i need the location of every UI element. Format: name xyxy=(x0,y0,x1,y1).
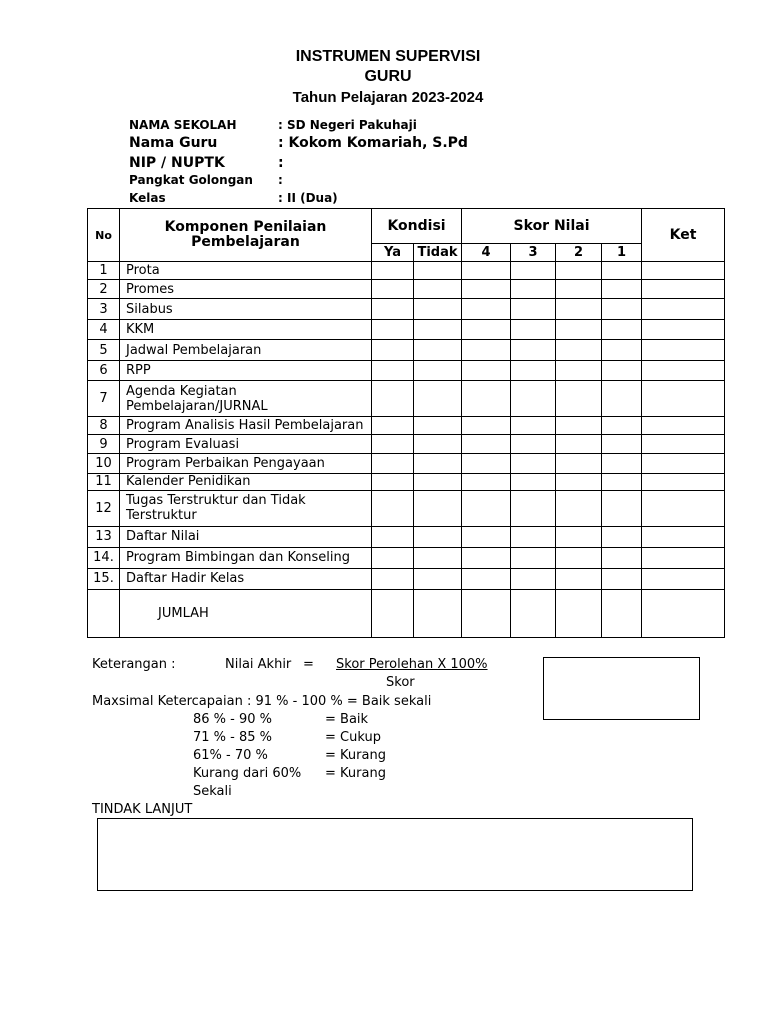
keterangan-label: Keterangan : xyxy=(92,657,176,672)
cell-score-3[interactable] xyxy=(511,547,556,568)
cell-score-2[interactable] xyxy=(556,454,602,473)
cell-ya[interactable] xyxy=(372,454,414,473)
info-label-teacher: Nama Guru xyxy=(129,135,218,151)
cell-score-2[interactable] xyxy=(556,435,602,454)
cell-ket[interactable] xyxy=(642,526,725,547)
cell-ya[interactable] xyxy=(372,361,414,381)
cell-ket[interactable] xyxy=(642,547,725,568)
cell-ket[interactable] xyxy=(642,280,725,299)
table-row xyxy=(88,280,725,299)
cell-ket[interactable] xyxy=(642,490,725,526)
row-component-name: Daftar Hadir Kelas xyxy=(120,568,372,589)
cell-ya[interactable] xyxy=(372,547,414,568)
col-header-tidak: Tidak xyxy=(414,244,462,262)
cell-ket[interactable] xyxy=(642,361,725,381)
scale-range: 71 % - 85 % xyxy=(193,730,273,745)
table-row xyxy=(88,320,725,340)
row-component-name: Program Evaluasi xyxy=(120,435,372,454)
row-component-name: Program Bimbingan dan Konseling xyxy=(120,547,372,568)
cell-score-4[interactable] xyxy=(462,262,511,280)
cell-ya[interactable] xyxy=(372,490,414,526)
table-row xyxy=(88,568,725,589)
scale-grade: = Kurang xyxy=(325,766,386,781)
info-label-rank: Pangkat Golongan xyxy=(129,173,253,187)
row-number: 9 xyxy=(88,435,120,454)
total-label: JUMLAH xyxy=(120,589,372,637)
formula-numerator: Skor Perolehan X 100% xyxy=(336,657,488,672)
col-header-score-1: 1 xyxy=(602,244,642,262)
cell-score-4[interactable] xyxy=(462,490,511,526)
cell-tidak[interactable] xyxy=(414,490,462,526)
cell-score-1[interactable] xyxy=(602,417,642,435)
total-cell[interactable] xyxy=(602,589,642,637)
scale-grade: = Kurang xyxy=(325,748,386,763)
cell-ket[interactable] xyxy=(642,262,725,280)
cell-ya[interactable] xyxy=(372,340,414,361)
cell-tidak[interactable] xyxy=(414,435,462,454)
tindak-lanjut-box[interactable] xyxy=(97,818,693,891)
row-number: 15. xyxy=(88,568,120,589)
row-number: 11 xyxy=(88,473,120,490)
cell-score-2[interactable] xyxy=(556,417,602,435)
cell-score-3[interactable] xyxy=(511,381,556,417)
scale-range: 86 % - 90 % xyxy=(193,712,273,727)
cell-ket[interactable] xyxy=(642,299,725,320)
row-number: 14. xyxy=(88,547,120,568)
row-number: 3 xyxy=(88,299,120,320)
row-component-name: Prota xyxy=(120,262,372,280)
cell-tidak[interactable] xyxy=(414,526,462,547)
cell-score-4[interactable] xyxy=(462,340,511,361)
cell-score-1[interactable] xyxy=(602,473,642,490)
cell-score-2[interactable] xyxy=(556,280,602,299)
info-value-school: : SD Negeri Pakuhaji xyxy=(278,118,417,132)
cell-score-3[interactable] xyxy=(511,526,556,547)
cell-score-4[interactable] xyxy=(462,568,511,589)
info-value-rank: : xyxy=(278,173,283,187)
doc-subtitle: Tahun Pelajaran 2023-2024 xyxy=(292,89,484,106)
cell-score-3[interactable] xyxy=(511,454,556,473)
cell-score-2[interactable] xyxy=(556,299,602,320)
cell-ya[interactable] xyxy=(372,299,414,320)
cell-score-3[interactable] xyxy=(511,262,556,280)
cell-score-2[interactable] xyxy=(556,262,602,280)
col-header-score-4: 4 xyxy=(462,244,511,262)
col-header-score-3: 3 xyxy=(511,244,556,262)
cell-score-3[interactable] xyxy=(511,361,556,381)
col-header-komponen-line2: Pembelajaran xyxy=(191,234,300,251)
col-header-skor: Skor Nilai xyxy=(462,209,642,244)
doc-title-line1: INSTRUMEN SUPERVISI xyxy=(295,48,481,65)
col-header-ya: Ya xyxy=(372,244,414,262)
cell-tidak[interactable] xyxy=(414,454,462,473)
cell-tidak[interactable] xyxy=(414,299,462,320)
row-number: 7 xyxy=(88,381,120,417)
assessment-table xyxy=(87,208,725,638)
cell-ket[interactable] xyxy=(642,435,725,454)
total-cell[interactable] xyxy=(372,589,414,637)
col-header-ket: Ket xyxy=(642,209,725,262)
cell-score-1[interactable] xyxy=(602,299,642,320)
cell-score-2[interactable] xyxy=(556,547,602,568)
cell-score-2[interactable] xyxy=(556,526,602,547)
scale-grade: = Cukup xyxy=(325,730,381,745)
row-component-name: RPP xyxy=(120,361,372,381)
cell-score-1[interactable] xyxy=(602,454,642,473)
cell-ya[interactable] xyxy=(372,262,414,280)
col-header-score-2: 2 xyxy=(556,244,602,262)
cell-score-2[interactable] xyxy=(556,361,602,381)
cell-score-2[interactable] xyxy=(556,340,602,361)
nilai-akhir-label: Nilai Akhir xyxy=(225,657,292,672)
cell-score-1[interactable] xyxy=(602,340,642,361)
cell-ya[interactable] xyxy=(372,280,414,299)
total-cell[interactable] xyxy=(511,589,556,637)
cell-score-2[interactable] xyxy=(556,320,602,340)
row-component-name: Promes xyxy=(120,280,372,299)
cell-ket[interactable] xyxy=(642,320,725,340)
cell-score-3[interactable] xyxy=(511,320,556,340)
cell-score-4[interactable] xyxy=(462,320,511,340)
info-value-nip: : xyxy=(278,155,284,171)
cell-tidak[interactable] xyxy=(414,280,462,299)
cell-tidak[interactable] xyxy=(414,381,462,417)
cell-score-1[interactable] xyxy=(602,361,642,381)
row-component-name: Silabus xyxy=(120,299,372,320)
table-row xyxy=(88,417,725,435)
row-number: 12 xyxy=(88,490,120,526)
cell-score-3[interactable] xyxy=(511,299,556,320)
cell-score-3[interactable] xyxy=(511,473,556,490)
cell-ya[interactable] xyxy=(372,417,414,435)
table-row xyxy=(88,340,725,361)
table-row xyxy=(88,547,725,568)
max-achievement-line: Maxsimal Ketercapaian : 91 % - 100 % = Baik sekali xyxy=(92,694,432,709)
table-row xyxy=(88,526,725,547)
cell-score-3[interactable] xyxy=(511,435,556,454)
cell-score-1[interactable] xyxy=(602,547,642,568)
cell-tidak[interactable] xyxy=(414,262,462,280)
total-no-cell xyxy=(88,589,120,637)
cell-score-4[interactable] xyxy=(462,280,511,299)
row-number: 8 xyxy=(88,417,120,435)
cell-tidak[interactable] xyxy=(414,320,462,340)
cell-tidak[interactable] xyxy=(414,473,462,490)
row-number: 5 xyxy=(88,340,120,361)
table-row xyxy=(88,435,725,454)
cell-score-1[interactable] xyxy=(602,320,642,340)
cell-ket[interactable] xyxy=(642,568,725,589)
cell-score-4[interactable] xyxy=(462,361,511,381)
table-row xyxy=(88,473,725,490)
cell-tidak[interactable] xyxy=(414,340,462,361)
cell-tidak[interactable] xyxy=(414,547,462,568)
row-component-name: Daftar Nilai xyxy=(120,526,372,547)
row-component-name: KKM xyxy=(120,320,372,340)
table-row xyxy=(88,361,725,381)
cell-score-4[interactable] xyxy=(462,435,511,454)
scale-range: 61% - 70 % xyxy=(193,748,268,763)
cell-score-4[interactable] xyxy=(462,454,511,473)
cell-tidak[interactable] xyxy=(414,361,462,381)
cell-ket[interactable] xyxy=(642,381,725,417)
info-label-class: Kelas xyxy=(129,191,166,205)
row-number: 1 xyxy=(88,262,120,280)
table-row xyxy=(88,262,725,280)
row-component-name: Jadwal Pembelajaran xyxy=(120,340,372,361)
cell-score-1[interactable] xyxy=(602,526,642,547)
cell-score-3[interactable] xyxy=(511,490,556,526)
col-header-no: No xyxy=(88,209,120,262)
cell-score-1[interactable] xyxy=(602,381,642,417)
doc-title-line2: GURU xyxy=(364,68,412,85)
cell-score-4[interactable] xyxy=(462,417,511,435)
cell-score-3[interactable] xyxy=(511,417,556,435)
info-label-school: NAMA SEKOLAH xyxy=(129,118,237,132)
cell-score-4[interactable] xyxy=(462,381,511,417)
table-row xyxy=(88,454,725,473)
scale-range: Kurang dari 60% xyxy=(193,766,302,781)
cell-ya[interactable] xyxy=(372,435,414,454)
total-cell[interactable] xyxy=(414,589,462,637)
cell-ya[interactable] xyxy=(372,568,414,589)
cell-ket[interactable] xyxy=(642,454,725,473)
formula-denominator: Skor xyxy=(386,675,415,690)
cell-score-1[interactable] xyxy=(602,435,642,454)
row-component-name: Program Analisis Hasil Pembelajaran xyxy=(120,417,372,435)
cell-score-4[interactable] xyxy=(462,526,511,547)
final-score-box[interactable] xyxy=(543,657,700,720)
row-number: 2 xyxy=(88,280,120,299)
cell-ket[interactable] xyxy=(642,417,725,435)
cell-score-4[interactable] xyxy=(462,299,511,320)
row-component-name: Agenda Kegiatan Pembelajaran/JURNAL xyxy=(120,381,372,417)
col-header-komponen xyxy=(120,209,372,262)
row-component-name: Tugas Terstruktur dan Tidak Terstruktur xyxy=(120,490,372,526)
row-number: 4 xyxy=(88,320,120,340)
tindak-lanjut-label: TINDAK LANJUT xyxy=(92,802,193,817)
cell-score-1[interactable] xyxy=(602,568,642,589)
info-label-nip: NIP / NUPTK xyxy=(129,155,225,171)
col-header-komponen-line1: Komponen Penilaian xyxy=(164,219,327,236)
cell-score-2[interactable] xyxy=(556,473,602,490)
cell-ket[interactable] xyxy=(642,473,725,490)
cell-score-1[interactable] xyxy=(602,262,642,280)
cell-score-4[interactable] xyxy=(462,547,511,568)
cell-tidak[interactable] xyxy=(414,417,462,435)
cell-score-3[interactable] xyxy=(511,340,556,361)
cell-score-2[interactable] xyxy=(556,568,602,589)
cell-ya[interactable] xyxy=(372,526,414,547)
row-number: 13 xyxy=(88,526,120,547)
cell-ya[interactable] xyxy=(372,320,414,340)
scale-sekali: Sekali xyxy=(193,784,232,799)
table-row-total xyxy=(88,589,725,637)
info-value-class: : II (Dua) xyxy=(278,191,338,205)
table-row xyxy=(88,299,725,320)
total-cell[interactable] xyxy=(462,589,511,637)
cell-score-1[interactable] xyxy=(602,490,642,526)
total-cell[interactable] xyxy=(642,589,725,637)
cell-ket[interactable] xyxy=(642,340,725,361)
row-component-name: Kalender Penidikan xyxy=(120,473,372,490)
info-value-teacher: : Kokom Komariah, S.Pd xyxy=(278,135,468,151)
row-component-name: Program Perbaikan Pengayaan xyxy=(120,454,372,473)
equals-sign: = xyxy=(303,657,314,672)
cell-ya[interactable] xyxy=(372,381,414,417)
cell-score-4[interactable] xyxy=(462,473,511,490)
row-number: 10 xyxy=(88,454,120,473)
total-cell[interactable] xyxy=(556,589,602,637)
cell-tidak[interactable] xyxy=(414,568,462,589)
cell-score-3[interactable] xyxy=(511,568,556,589)
scale-grade: = Baik xyxy=(325,712,369,727)
row-number: 6 xyxy=(88,361,120,381)
cell-ya[interactable] xyxy=(372,473,414,490)
cell-score-2[interactable] xyxy=(556,490,602,526)
cell-score-1[interactable] xyxy=(602,280,642,299)
cell-score-3[interactable] xyxy=(511,280,556,299)
col-header-kondisi: Kondisi xyxy=(372,209,462,244)
table-row xyxy=(88,381,725,417)
table-row xyxy=(88,490,725,526)
cell-score-2[interactable] xyxy=(556,381,602,417)
